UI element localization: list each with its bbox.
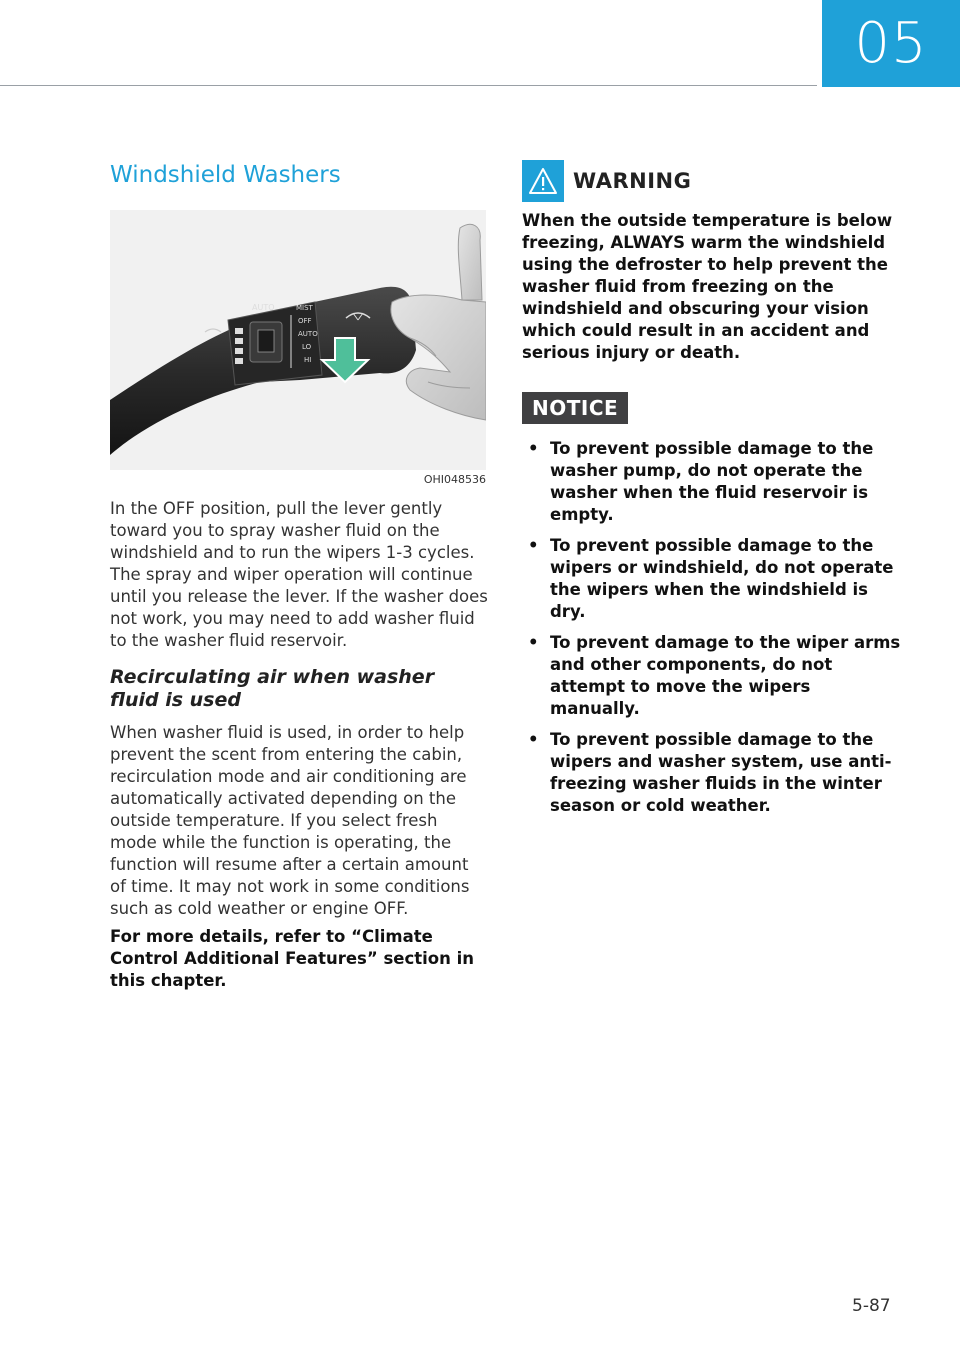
warning-title: WARNING bbox=[573, 169, 692, 193]
page-number: 5-87 bbox=[852, 1296, 891, 1316]
label-auto: AUTO bbox=[298, 330, 318, 338]
warning-text: When the outside temperature is below freezing, ALWAYS warm the windshield using the defroster to help prevent the washer fluid from freezing on the windshield and obscuring your vision which could result in an accident and serious injury or death. bbox=[522, 211, 893, 362]
label-lo: LO bbox=[302, 343, 312, 351]
header-rule bbox=[0, 85, 817, 86]
figure-code: OHI048536 bbox=[423, 473, 486, 486]
notice-badge: NOTICE bbox=[522, 392, 628, 424]
subheading-recirculating-air: Recirculating air when washer fluid is used bbox=[110, 666, 435, 711]
notice-item: • To prevent possible damage to the washer pump, do not operate the washer when the fluid reservoir is empty. bbox=[522, 438, 902, 526]
label-auto-top: AUTO bbox=[252, 303, 275, 312]
notice-item: • To prevent damage to the wiper arms and other components, do not attempt to move the wipers manually. bbox=[522, 632, 902, 720]
label-mist: MIST bbox=[296, 304, 313, 312]
label-hi: HI bbox=[304, 356, 312, 364]
notice-list bbox=[522, 438, 902, 817]
chapter-tab: 05 bbox=[822, 0, 960, 87]
warning-header bbox=[522, 160, 902, 202]
warning-triangle-icon bbox=[522, 160, 564, 202]
wiper-lever-illustration bbox=[110, 210, 486, 470]
recirculation-paragraph: When washer fluid is used, in order to help prevent the scent from entering the cabin, recirculation mode and air conditioning are automatically activated depending on the outside temperature. If you select fresh mode while the function is operating, the function will resume after a certain amount of time. It may not work in some conditions such as cold weather or engine OFF. bbox=[110, 723, 470, 918]
washer-paragraph: In the OFF position, pull the lever gently toward you to spray washer fluid on the windshield and to run the wipers 1-3 cycles. The spray and wiper operation will continue until you release the lever. If the washer does not work, you may need to add washer fluid to the washer fluid reservoir. bbox=[110, 499, 488, 650]
notice-item: • To prevent possible damage to the wipers or windshield, do not operate the wipers when the windshield is dry. bbox=[522, 535, 902, 623]
reference-paragraph: For more details, refer to “Climate Control Additional Features” section in this chapter. bbox=[110, 927, 475, 990]
section-title: Windshield Washers bbox=[110, 162, 341, 188]
label-off: OFF bbox=[298, 317, 312, 325]
left-column bbox=[110, 160, 488, 992]
right-column bbox=[522, 160, 902, 826]
notice-item: • To prevent possible damage to the wipers and washer system, use anti-freezing washer fluids in the winter season or cold weather. bbox=[522, 729, 902, 817]
wiper-lever-drawing bbox=[110, 210, 486, 470]
